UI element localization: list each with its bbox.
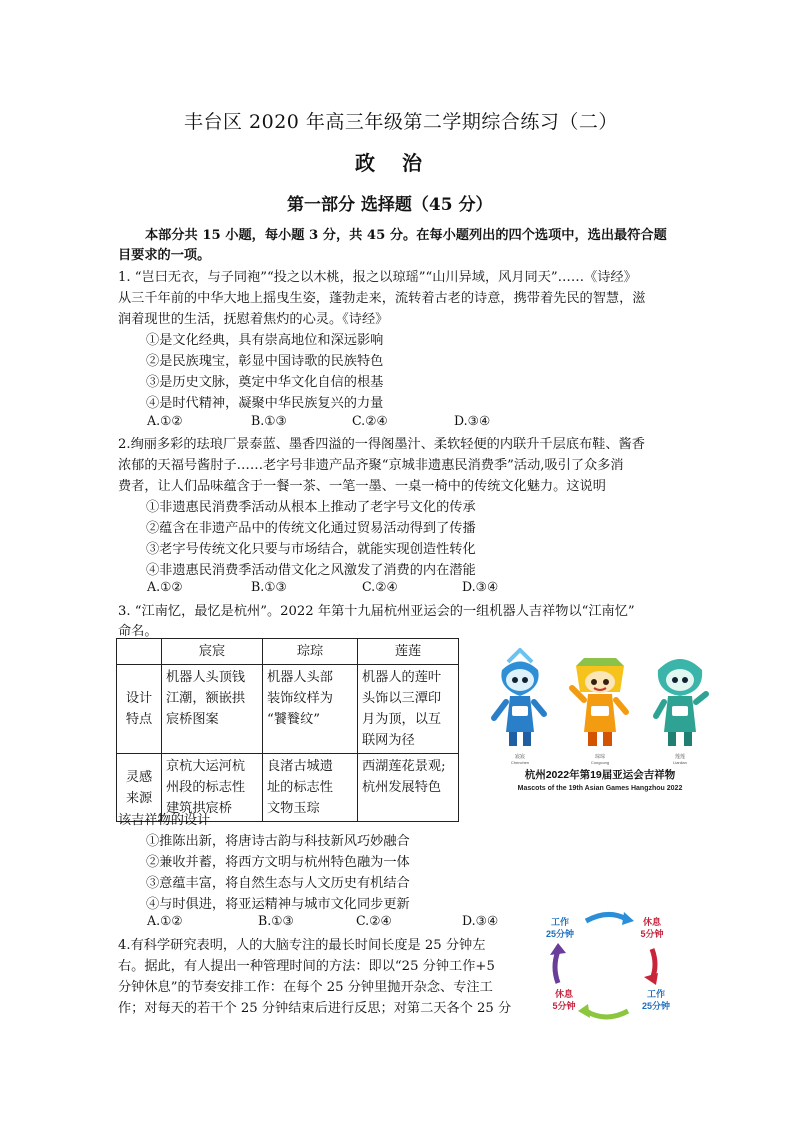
question-3-text: 3. “江南忆，最忆是杭州”。2022 年第十九届杭州亚运会的一组机器人吉祥物以“江南忆”	[118, 604, 635, 619]
cell-line: 京杭大运河杭	[166, 759, 246, 774]
mascot-name-2: 琮琮	[594, 754, 606, 760]
work-rest-cycle-diagram	[528, 905, 688, 1027]
table-row-header-line: 来源	[125, 790, 153, 806]
question-1-option-b[interactable]: B.①③	[251, 413, 287, 428]
table-cell	[358, 665, 459, 754]
question-2-option-c[interactable]: C.②④	[362, 579, 398, 594]
table-cell	[263, 665, 358, 754]
cell-line: “饕餮纹”	[267, 712, 321, 727]
cell-line: 机器人头部	[267, 670, 333, 685]
question-1-text: 润着现世的生活，抚慰着焦灼的心灵。《诗经》	[118, 312, 389, 327]
mascot-name-en-3: Lianlian	[673, 760, 687, 765]
question-3-option-c[interactable]: C.②④	[356, 913, 392, 928]
arrow-left-head	[550, 943, 566, 955]
cycle-time-rest-2: 5分钟	[552, 1001, 576, 1011]
question-2-item: ④非遗惠民消费季活动借文化之风激发了消费的内在潜能	[146, 563, 476, 578]
question-1-item: ①是文化经典，具有崇高地位和深远影响	[146, 333, 384, 348]
cycle-svg	[528, 905, 688, 1027]
question-1-text: 1. “岂曰无衣，与子同袍”“投之以木桃，报之以琼瑶”“山川异域，风月同天”……《诗经》	[118, 270, 637, 285]
mascot-name-en-1: Chenchen	[510, 760, 530, 765]
mascot-name-en-2: Congcong	[590, 760, 610, 765]
question-2-item: ①非遗惠民消费季活动从根本上推动了老字号文化的传承	[146, 500, 476, 515]
table-corner	[117, 639, 162, 665]
cell-line: 月为顶，以互	[362, 712, 442, 727]
question-3-text: 命名。	[118, 624, 158, 639]
cycle-time-work-2: 25分钟	[641, 1001, 671, 1011]
arrow-bottom-head	[578, 1004, 590, 1018]
table-cell	[162, 665, 263, 754]
question-2-item: ③老字号传统文化只要与市场结合，就能实现创造性转化	[146, 542, 476, 557]
cell-line: 宸桥图案	[166, 712, 219, 727]
mascot-table	[116, 638, 459, 822]
table-header: 莲莲	[358, 639, 459, 665]
question-3-option-a[interactable]: A.①②	[147, 913, 183, 928]
mascot-caption-cn: 杭州2022年第19届亚运会吉祥物	[524, 769, 676, 781]
cell-line: 杭州发展特色	[362, 780, 442, 795]
cycle-label-rest-2: 休息	[554, 989, 574, 999]
page-title: 丰台区 2020 年高三年级第二学期综合练习（二）	[184, 111, 618, 133]
mascot-chenchen	[494, 650, 544, 746]
arrow-top	[586, 914, 626, 921]
question-3-item: ④与时俱进，将亚运精神与城市文化同步更新	[146, 897, 410, 912]
table-row-header	[117, 665, 162, 754]
intro-line: 本部分共 15 小题，每小题 3 分，共 45 分。在每小题列出的四个选项中，选出最符合题	[145, 228, 667, 243]
question-2-option-a[interactable]: A.①②	[147, 579, 183, 594]
question-3-item: ③意蕴丰富，将自然生态与人文历史有机结合	[146, 876, 410, 891]
cell-line: 良渚古城遗	[267, 759, 333, 774]
mascot-lianlian	[656, 659, 706, 746]
question-2-item: ②蕴含在非遗产品中的传统文化通过贸易活动得到了传播	[146, 521, 476, 536]
arrow-bottom	[586, 1011, 628, 1017]
table-header: 琮琮	[263, 639, 358, 665]
question-2-text: 浓郁的天福号酱肘子……老字号非遗产品齐聚“京城非遗惠民消费季”活动,吸引了众多消	[118, 458, 624, 473]
table-cell	[263, 754, 358, 822]
question-1-text: 从三千年前的中华大地上摇曳生姿，蓬勃走来，流转着古老的诗意，携带着先民的智慧，滋	[118, 291, 646, 306]
cell-line: 州段的标志性	[166, 780, 246, 795]
mascot-illustration	[480, 648, 720, 798]
table-cell	[358, 754, 459, 822]
question-1-item: ③是历史文脉，奠定中华文化自信的根基	[146, 375, 384, 390]
cell-line: 联网为径	[362, 733, 415, 748]
cell-line: 址的标志性	[267, 780, 333, 795]
cycle-time-work-1: 25分钟	[545, 929, 575, 939]
question-2-text: 费者，让人们品味蕴含于一餐一茶、一笔一墨、一桌一椅中的传统文化魅力。这说明	[118, 479, 606, 494]
question-2-text: 2.绚丽多彩的珐琅厂景泰蓝、墨香四溢的一得阁墨汁、柔软轻便的内联升千层底布鞋、酱香	[118, 437, 645, 452]
cell-line: 西湖莲花景观;	[362, 759, 446, 774]
cell-line: 装饰纹样为	[267, 691, 333, 706]
question-1-option-d[interactable]: D.③④	[454, 413, 491, 428]
question-4-text: 作；对每天的若干个 25 分钟结束后进行反思；对第二天各个 25 分	[118, 1001, 512, 1016]
question-3-stem: 该吉祥物的设计	[118, 813, 211, 828]
question-4-text: 右。据此，有人提出一种管理时间的方法：即以“25 分钟工作+5	[118, 959, 495, 974]
arrow-left	[555, 951, 558, 983]
cell-line: 建筑拱宸桥	[166, 801, 232, 816]
table-row-header-line: 特点	[125, 712, 153, 727]
cycle-label-rest-1: 休息	[642, 917, 662, 927]
question-3-option-b[interactable]: B.①③	[258, 913, 294, 928]
cell-line: 文物玉琮	[267, 801, 320, 816]
table-header-row	[117, 639, 459, 665]
mascot-name-3: 莲莲	[674, 754, 686, 760]
question-3-option-d[interactable]: D.③④	[462, 913, 499, 928]
subject-title: 政 治	[355, 151, 432, 175]
intro-line: 目要求的一项。	[118, 248, 211, 263]
cell-line: 头饰以三潭印	[362, 691, 442, 706]
cycle-label-work-2: 工作	[646, 989, 666, 999]
mascot-name-1: 宸宸	[514, 754, 526, 760]
cycle-label-work-1: 工作	[550, 917, 570, 927]
table-row-header-line: 设计	[125, 691, 153, 706]
question-3-item: ②兼收并蓄，将西方文明与杭州特色融为一体	[146, 855, 410, 870]
cell-line: 机器人头顶钱	[166, 670, 246, 685]
question-1-option-c[interactable]: C.②④	[352, 413, 388, 428]
mascot-caption-en: Mascots of the 19th Asian Games Hangzhou 2022	[517, 785, 683, 792]
question-4-text: 分钟休息”的节奏安排工作：在每个 25 分钟里抛开杂念、专注工	[118, 980, 493, 995]
cell-line: 机器人的莲叶	[362, 670, 442, 685]
question-1-item: ②是民族瑰宝，彰显中国诗歌的民族特色	[146, 354, 384, 369]
cell-line: 江潮，额嵌拱	[166, 691, 246, 706]
question-2-option-d[interactable]: D.③④	[462, 579, 499, 594]
question-2-option-b[interactable]: B.①③	[251, 579, 287, 594]
question-3-item: ①推陈出新，将唐诗古韵与科技新风巧妙融合	[146, 834, 410, 849]
question-1-option-a[interactable]: A.①②	[147, 413, 183, 428]
question-4-text: 4.有科学研究表明，人的大脑专注的最长时间长度是 25 分钟左	[118, 938, 486, 953]
table-header: 宸宸	[162, 639, 263, 665]
table-row-header-line: 灵感	[125, 769, 153, 785]
cycle-time-rest-1: 5分钟	[640, 929, 664, 939]
arrow-top-head	[622, 912, 634, 925]
question-1-item: ④是时代精神，凝聚中华民族复兴的力量	[146, 396, 384, 411]
mascot-congcong	[572, 658, 626, 746]
mascot-svg	[480, 648, 720, 798]
section-title: 第一部分 选择题（45 分）	[287, 195, 493, 215]
table-row	[117, 665, 459, 754]
